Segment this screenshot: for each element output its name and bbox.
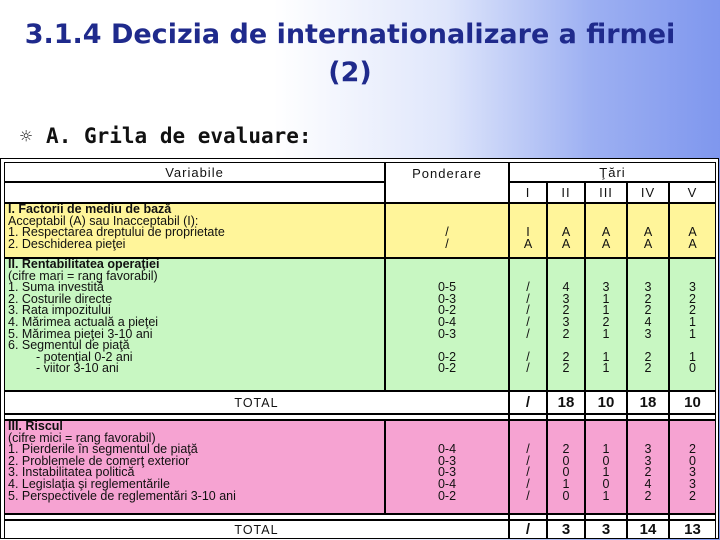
variable-label: 2. Problemele de comerţ exterior xyxy=(8,453,190,468)
weight-value: 0-4 xyxy=(437,442,457,457)
evaluation-grid xyxy=(0,158,719,539)
country-value: 2 xyxy=(644,303,652,318)
country-value: 1 xyxy=(602,442,610,457)
weight-value: 0-2 xyxy=(437,349,457,364)
variable-label: (cifre mici = rang favorabil) xyxy=(8,430,156,445)
country-value: A xyxy=(561,236,571,251)
variable-label: II. Rentabilitatea operaţiei xyxy=(8,258,160,271)
section1-country-3 xyxy=(585,203,627,258)
weight-value: / xyxy=(445,236,449,251)
country-value: 1 xyxy=(602,488,610,503)
country-value: A xyxy=(688,236,697,251)
country-value: 2 xyxy=(562,326,570,341)
section2-country-2 xyxy=(547,258,585,391)
header-country-ii: II xyxy=(547,182,585,203)
country-value: 2 xyxy=(644,465,652,480)
country-value: 0 xyxy=(562,488,570,503)
country-value: 1 xyxy=(689,349,696,364)
country-value: 1 xyxy=(602,326,610,341)
header-country-i: I xyxy=(509,182,547,203)
variable-label: 5. Perspectivele de reglementări 3-10 ani xyxy=(8,488,236,503)
country-value: / xyxy=(526,349,530,364)
country-value: 0 xyxy=(562,453,570,468)
section3-total-1: / xyxy=(509,520,547,539)
country-value: 3 xyxy=(689,280,696,295)
country-value: 2 xyxy=(562,349,570,364)
header-country-v: V xyxy=(669,182,716,203)
variable-label: 2. Deschiderea pieţei xyxy=(8,236,126,251)
country-value: / xyxy=(526,442,530,457)
country-value: 2 xyxy=(689,488,696,503)
country-value: 0 xyxy=(689,453,696,468)
weight-value: 0-2 xyxy=(437,361,457,376)
country-value: 1 xyxy=(602,349,610,364)
country-value: 3 xyxy=(602,280,610,295)
country-value: 1 xyxy=(689,326,696,341)
section2-total-5: 10 xyxy=(669,391,716,414)
country-value: 3 xyxy=(644,453,652,468)
slide-title: 3.1.4 Decizia de internationalizare a firmei (2) xyxy=(24,19,676,88)
country-value: 1 xyxy=(602,465,610,480)
weight-value: 0-4 xyxy=(437,314,457,329)
country-value: / xyxy=(526,476,530,491)
section2-country-1 xyxy=(509,258,547,391)
section2-country-5 xyxy=(669,258,716,391)
country-value: 4 xyxy=(644,476,652,491)
country-value: 0 xyxy=(602,453,610,468)
country-value: 1 xyxy=(602,291,610,306)
section2-variables xyxy=(4,258,385,391)
country-value: 3 xyxy=(562,314,570,329)
country-value: 2 xyxy=(689,291,696,306)
section1-weights xyxy=(385,203,509,258)
section2-total-2: 18 xyxy=(547,391,585,414)
country-value: / xyxy=(526,291,530,306)
section3-variables xyxy=(4,420,385,514)
section2-country-4 xyxy=(627,258,669,391)
weight-value: 0-3 xyxy=(437,291,457,306)
country-value: / xyxy=(526,314,530,329)
header-country-iv: IV xyxy=(627,182,669,203)
section3-country-2 xyxy=(547,420,585,514)
variable-label: - viitor 3-10 ani xyxy=(36,361,119,376)
bullet-line xyxy=(20,124,312,148)
variable-label: 1. Pierderile în segmentul de piaţă xyxy=(8,442,198,457)
country-value: 2 xyxy=(562,442,570,457)
section1-country-1 xyxy=(509,203,547,258)
variable-label: 2. Costurile directe xyxy=(8,291,113,306)
section1-variables xyxy=(4,203,385,258)
variable-label: 3. Instabilitatea politică xyxy=(8,465,135,480)
country-value: / xyxy=(526,488,530,503)
country-value: / xyxy=(526,361,530,376)
country-value: 1 xyxy=(689,314,696,329)
country-value: 2 xyxy=(562,361,570,376)
section1-country-5 xyxy=(669,203,716,258)
country-value: A xyxy=(688,225,697,240)
section2-total-3: 10 xyxy=(585,391,627,414)
country-value: 0 xyxy=(602,476,610,491)
variable-label: 1. Suma investită xyxy=(8,280,104,295)
variable-label: 4. Mărimea actuală a pieţei xyxy=(8,314,159,329)
header-country-iii: III xyxy=(585,182,627,203)
country-value: 2 xyxy=(644,349,652,364)
section3-country-5 xyxy=(669,420,716,514)
country-value: 2 xyxy=(644,488,652,503)
section-subtitle: A. Grila de evaluare: xyxy=(46,124,312,148)
variable-label: I. Factorii de mediu de bază xyxy=(8,203,172,216)
variable-label: 4. Legislaţia şi reglementările xyxy=(8,476,170,491)
country-value: I xyxy=(526,225,530,240)
section3-total-label: TOTAL xyxy=(4,520,509,539)
weight-value: 0-2 xyxy=(437,303,457,318)
section3-total-5: 13 xyxy=(669,520,716,539)
country-value: 2 xyxy=(644,361,652,376)
section3-total-3: 3 xyxy=(585,520,627,539)
country-value: 3 xyxy=(562,291,570,306)
variable-label: 5. Mărimea pieţei 3-10 ani xyxy=(8,326,153,341)
section3-country-1 xyxy=(509,420,547,514)
section2-total-label: TOTAL xyxy=(4,391,509,414)
header-countries: Ţări xyxy=(509,162,716,182)
variable-label: 6. Segmentul de piaţă xyxy=(8,338,130,353)
country-value: 4 xyxy=(562,280,570,295)
country-value: / xyxy=(526,326,530,341)
weight-value: 0-5 xyxy=(437,280,457,295)
bullet-icon: ☼ xyxy=(20,124,33,148)
country-value: 1 xyxy=(602,303,610,318)
country-value: / xyxy=(526,453,530,468)
weight-value: 0-4 xyxy=(437,476,457,491)
section3-total-2: 3 xyxy=(547,520,585,539)
country-value: 1 xyxy=(562,476,570,491)
country-value: 0 xyxy=(689,361,696,376)
variable-label: Acceptabil (A) sau Inacceptabil (I): xyxy=(8,213,199,228)
section3-total-4: 14 xyxy=(627,520,669,539)
country-value: 1 xyxy=(602,361,610,376)
country-value: 2 xyxy=(562,303,570,318)
section3-country-3 xyxy=(585,420,627,514)
weight-value: 0-3 xyxy=(437,453,457,468)
country-value: A xyxy=(643,225,653,240)
variable-label: 1. Respectarea dreptului de proprietate xyxy=(8,225,225,240)
weight-value: / xyxy=(445,225,449,240)
weight-value: 0-3 xyxy=(437,465,457,480)
weight-value: 0-3 xyxy=(437,326,457,341)
country-value: / xyxy=(526,280,530,295)
variable-label: - potenţial 0-2 ani xyxy=(36,349,133,364)
section1-country-4 xyxy=(627,203,669,258)
country-value: A xyxy=(643,236,653,251)
country-value: 4 xyxy=(644,314,652,329)
section2-country-3 xyxy=(585,258,627,391)
country-value: A xyxy=(523,236,533,251)
country-value: / xyxy=(526,303,530,318)
section3-weights xyxy=(385,420,509,514)
variable-label: (cifre mari = rang favorabil) xyxy=(8,268,158,283)
country-value: 3 xyxy=(644,326,652,341)
section1-country-2 xyxy=(547,203,585,258)
weight-value: 0-2 xyxy=(437,488,457,503)
variable-label: III. Riscul xyxy=(8,420,63,433)
country-value: A xyxy=(601,225,611,240)
header-blank xyxy=(4,182,385,203)
section2-total-4: 18 xyxy=(627,391,669,414)
country-value: 2 xyxy=(689,303,696,318)
country-value: 3 xyxy=(644,442,652,457)
country-value: 3 xyxy=(689,465,696,480)
country-value: 0 xyxy=(562,465,570,480)
section3-country-4 xyxy=(627,420,669,514)
header-weight: Ponderare xyxy=(385,162,509,203)
country-value: / xyxy=(526,465,530,480)
country-value: 2 xyxy=(689,442,696,457)
header-variables: Variabile xyxy=(4,162,385,182)
country-value: 3 xyxy=(644,280,652,295)
country-value: A xyxy=(601,236,611,251)
variable-label: 3. Rata impozitului xyxy=(8,303,111,318)
country-value: 3 xyxy=(689,476,696,491)
country-value: 2 xyxy=(644,291,652,306)
country-value: 2 xyxy=(602,314,610,329)
section2-total-1: / xyxy=(509,391,547,414)
country-value: A xyxy=(561,225,571,240)
section2-weights xyxy=(385,258,509,391)
